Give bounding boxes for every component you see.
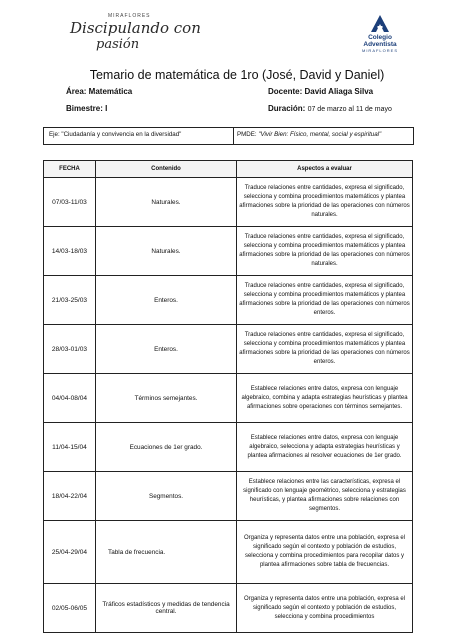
table-header-row	[44, 161, 413, 178]
fecha-cell: 21/03-25/03	[44, 276, 96, 325]
school-emblem-icon	[369, 14, 391, 34]
aspectos-cell: Establece relaciones entre las características, expresa el significado con lenguaje geométrico, selecciona y estrategias heurísticas, y plantea afirmaciones sobre relaciones con segmentos.	[237, 472, 413, 521]
fecha-cell: 11/04-15/04	[44, 423, 96, 472]
eje-cell: Eje: "Ciudadanía y convivencia en la diversidad"	[44, 128, 234, 144]
document-header	[0, 0, 474, 60]
table-row	[44, 584, 413, 633]
aspectos-cell: Traduce relaciones entre cantidades, expresa el significado, selecciona y combina procedimientos matemáticos y plantea afirmaciones sobre la prioridad de las operaciones con números enteros.	[237, 276, 413, 325]
fecha-cell: 25/04-29/04	[44, 521, 96, 584]
contenido-cell: Naturales.	[96, 227, 237, 276]
contenido-cell: Tráficos estadísticos y medidas de tendencia central.	[96, 584, 237, 633]
eje-pmde-box	[43, 127, 414, 145]
table-row	[44, 521, 413, 584]
table-row	[44, 178, 413, 227]
aspectos-cell: Traduce relaciones entre cantidades, expresa el significado, selecciona y combina procedimientos matemáticos y plantea afirmaciones sobre la prioridad de las operaciones con números naturales.	[237, 178, 413, 227]
aspectos-cell: Establece relaciones entre datos, expresa con lenguaje algebraico, combina y adapta estrategias heurísticas y plantea afirmaciones sobre operaciones con términos semejantes.	[237, 374, 413, 423]
fecha-cell: 28/03-01/03	[44, 325, 96, 374]
contenido-cell: Enteros.	[96, 276, 237, 325]
logo-line-colegio: Colegio	[368, 34, 392, 41]
contenido-cell: Segmentos.	[96, 472, 237, 521]
bimestre-info	[66, 104, 107, 113]
fecha-cell: 04/04-08/04	[44, 374, 96, 423]
header-aspectos: Aspectos a evaluar	[237, 161, 413, 178]
header-fecha: FECHA	[44, 161, 96, 178]
pmde-value: "Vivir Bien: Físico, mental, social y espiritual"	[258, 131, 382, 138]
aspectos-cell: Traduce relaciones entre cantidades, expresa el significado, selecciona y combina procedimientos matemáticos y plantea afirmaciones sobre la prioridad de las operaciones con números enteros.	[237, 325, 413, 374]
logo-script-line-1: Discipulando con	[70, 19, 201, 37]
logo-line-adventista: Adventista	[363, 41, 397, 48]
contenido-cell: Enteros.	[96, 325, 237, 374]
pmde-label: PMDE:	[237, 131, 259, 138]
logo-line-miraflores: MIRAFLORES	[361, 48, 398, 53]
contenido-cell: Naturales.	[96, 178, 237, 227]
fecha-cell: 07/03-11/03	[44, 178, 96, 227]
docente-value: David Aliaga Silva	[304, 87, 374, 96]
area-label: Área: Matemática	[66, 87, 133, 96]
docente-info	[268, 87, 373, 96]
table-row	[44, 227, 413, 276]
table-row	[44, 325, 413, 374]
fecha-cell: 18/04-22/04	[44, 472, 96, 521]
aspectos-cell: Traduce relaciones entre cantidades, expresa el significado, selecciona y combina procedimientos matemáticos y plantea afirmaciones sobre la prioridad de las operaciones con números naturales.	[237, 227, 413, 276]
duracion-info	[268, 104, 392, 113]
duracion-value: 07 de marzo al 11 de mayo	[307, 106, 392, 113]
fecha-cell: 02/05-06/05	[44, 584, 96, 633]
table-row	[44, 423, 413, 472]
table-row	[44, 276, 413, 325]
discipulando-logo	[70, 13, 201, 55]
docente-label: Docente:	[268, 87, 303, 96]
table-row	[44, 374, 413, 423]
contenido-cell: Tabla de frecuencia.	[96, 521, 237, 584]
syllabus-table	[43, 160, 413, 633]
logo-small-text: MIRAFLORES	[108, 13, 151, 19]
aspectos-cell: Organiza y representa datos entre una población, expresa el significado según el contexto y población de estudios, selecciona y combina procedimientos	[237, 584, 413, 633]
header-contenido: Contenido	[96, 161, 237, 178]
table-row	[44, 472, 413, 521]
duracion-label: Duración:	[268, 104, 306, 113]
logo-script-line-2: pasión	[96, 37, 140, 52]
bimestre-label: Bimestre: I	[66, 104, 108, 113]
fecha-cell: 14/03-18/03	[44, 227, 96, 276]
area-info	[66, 87, 132, 96]
pmde-cell	[234, 128, 413, 144]
colegio-adventista-logo	[350, 14, 410, 58]
aspectos-cell: Establece relaciones entre datos, expresa con lenguaje algebraico, selecciona y adapta estrategias heurísticas y plantea afirmaciones al resolver ecuaciones de 1er grado.	[237, 423, 413, 472]
aspectos-cell: Organiza y representa datos entre una población, expresa el significado según el contexto y población de estudios, selecciona y combina procedimientos para recopilar datos y plantea afirmaciones sobre tabla de frecuencias.	[237, 521, 413, 584]
contenido-cell: Ecuaciones de 1er grado.	[96, 423, 237, 472]
document-title: Temario de matemática de 1ro (José, David y Daniel)	[89, 68, 385, 82]
contenido-cell: Términos semejantes.	[96, 374, 237, 423]
